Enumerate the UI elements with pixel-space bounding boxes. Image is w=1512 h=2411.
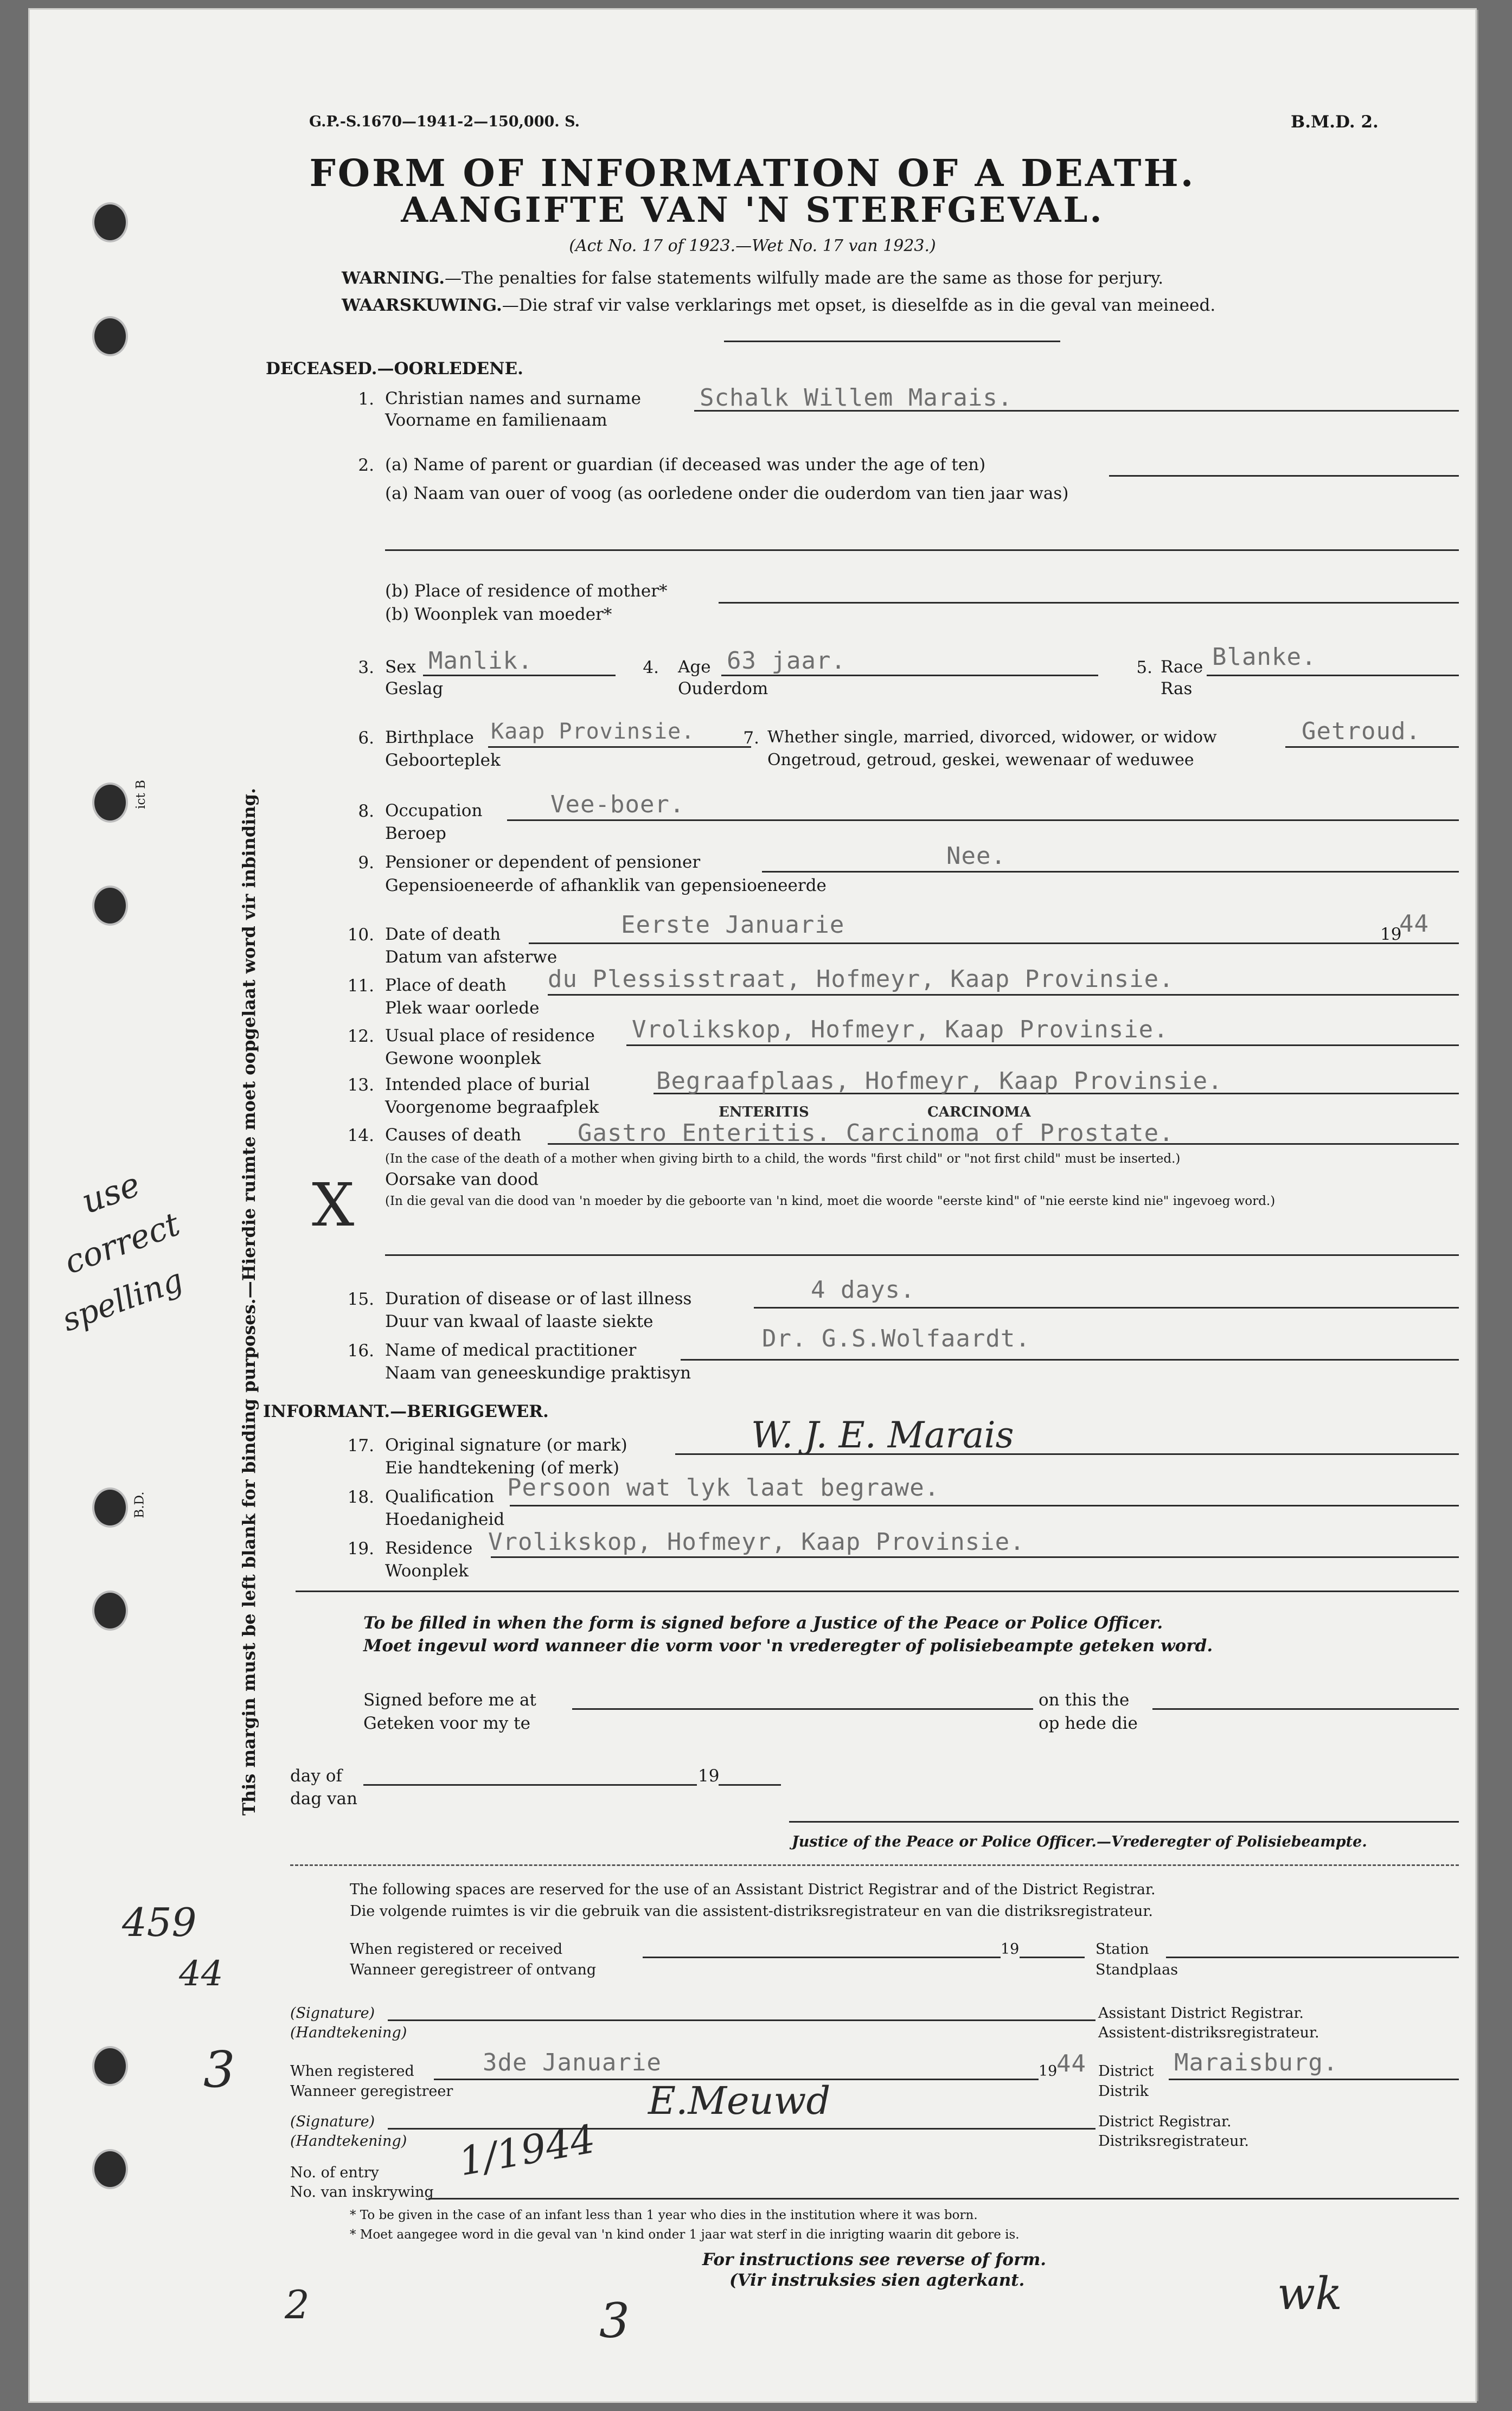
label-pensioner: Pensioner or dependent of pensioner bbox=[385, 852, 701, 872]
year-prefix: 19 bbox=[1380, 925, 1402, 944]
label-district-registrar: District Registrar. bbox=[1098, 2113, 1232, 2130]
death-form-page bbox=[30, 10, 1475, 2401]
label-place-of-burial: Intended place of burial bbox=[385, 1075, 590, 1094]
label-asst-registrar: Assistant District Registrar. bbox=[1098, 2005, 1304, 2022]
label-gepensioeneerde: Gepensioeneerde of afhanklik van gepensioeneerde bbox=[385, 876, 827, 895]
label-ouer-voog: (a) Naam van ouer of voog (as oorledene onder die ouderdom van tien jaar was) bbox=[385, 484, 1069, 503]
value-death-year: 44 bbox=[1399, 910, 1429, 938]
binding-hole bbox=[92, 316, 128, 356]
field-line bbox=[626, 1044, 1459, 1046]
field-number: 14. bbox=[347, 1126, 374, 1145]
field-number: 12. bbox=[347, 1027, 374, 1046]
registrar-signature: E.Meuwd bbox=[648, 2079, 831, 2123]
act-reference: (Act No. 17 of 1923.—Wet No. 17 van 1923.) bbox=[569, 236, 936, 255]
field-number: 6. bbox=[358, 728, 374, 748]
field-number: 7. bbox=[743, 728, 759, 748]
binding-hole bbox=[92, 2046, 128, 2086]
label-parent-guardian: (a) Name of parent or guardian (if deceased was under the age of ten) bbox=[385, 455, 986, 474]
deceased-heading: DECEASED.—OORLEDENE. bbox=[266, 359, 523, 379]
value-district: Maraisburg. bbox=[1174, 2049, 1338, 2076]
label-signature-dist: (Signature) bbox=[290, 2113, 375, 2130]
registrar-note-en: The following spaces are reserved for the use of an Assistant District Registrar and of the District Registrar. bbox=[350, 1881, 1156, 1898]
field-number: 11. bbox=[347, 976, 374, 996]
value-registration-date: 3de Januarie bbox=[483, 2049, 662, 2076]
warning-english: WARNING.—The penalties for false statements wilfully made are the same as those for perjury. bbox=[342, 268, 1164, 288]
label-when-registered-received: When registered or received bbox=[350, 1941, 563, 1958]
handwritten-correction: ENTERITIS bbox=[719, 1104, 809, 1120]
label-handtekening-asst: (Handtekening) bbox=[290, 2024, 407, 2041]
label-voorname: Voorname en familienaam bbox=[385, 411, 607, 430]
label-sex: Sex bbox=[385, 657, 417, 677]
index-tab-text: ict B bbox=[133, 780, 148, 809]
field-line bbox=[510, 1505, 1459, 1506]
reference-sub: 44 bbox=[179, 1954, 223, 1994]
field-number: 2. bbox=[358, 456, 374, 475]
field-line bbox=[681, 1359, 1459, 1361]
field-number: 9. bbox=[358, 853, 374, 873]
label-signature: Original signature (or mark) bbox=[385, 1435, 627, 1455]
field-line bbox=[1020, 1957, 1085, 1958]
instructions-en: For instructions see reverse of form. bbox=[702, 2250, 1047, 2269]
field-line bbox=[754, 1307, 1459, 1309]
label-medical-practitioner: Name of medical practitioner bbox=[385, 1341, 637, 1360]
value-marital-status: Getroud. bbox=[1302, 717, 1421, 745]
label-age: Age bbox=[678, 657, 711, 677]
field-line bbox=[385, 549, 1459, 551]
justice-officer-label: Justice of the Peace or Police Officer.—Vrederegter of Polisiebeampte. bbox=[792, 1833, 1367, 1850]
year-prefix: 19 bbox=[1039, 2063, 1058, 2080]
label-geneeskundige: Naam van geneeskundige praktisyn bbox=[385, 1363, 691, 1383]
label-qualification: Qualification bbox=[385, 1487, 495, 1506]
value-qualification: Persoon wat lyk laat begrawe. bbox=[507, 1474, 940, 1502]
field-line bbox=[572, 1708, 1033, 1710]
bottom-mark: 2 bbox=[285, 2282, 310, 2327]
section-divider bbox=[290, 1864, 1459, 1866]
instructions-af: (Vir instruksies sien agterkant. bbox=[729, 2271, 1025, 2290]
field-line bbox=[507, 819, 1459, 821]
bottom-mark: 3 bbox=[599, 2293, 630, 2349]
value-duration: 4 days. bbox=[811, 1276, 915, 1304]
label-begraafplek: Voorgenome begraafplek bbox=[385, 1098, 599, 1117]
field-line bbox=[719, 602, 1459, 604]
label-duur: Duur van kwaal of laaste siekte bbox=[385, 1312, 654, 1331]
informant-heading: INFORMANT.—BERIGGEWER. bbox=[263, 1402, 549, 1421]
value-race: Blanke. bbox=[1212, 643, 1317, 671]
label-hoedanigheid: Hoedanigheid bbox=[385, 1510, 505, 1529]
reference-number: 459 bbox=[122, 1900, 197, 1945]
label-occupation: Occupation bbox=[385, 801, 483, 820]
label-handtekening-dist: (Handtekening) bbox=[290, 2133, 407, 2150]
value-usual-residence: Vrolikskop, Hofmeyr, Kaap Provinsie. bbox=[632, 1016, 1169, 1043]
field-line bbox=[719, 1784, 781, 1786]
label-district: District bbox=[1098, 2063, 1154, 2080]
label-ras: Ras bbox=[1161, 679, 1193, 698]
label-date-of-death: Date of death bbox=[385, 925, 501, 944]
value-registration-year: 44 bbox=[1056, 2050, 1086, 2077]
label-asst-registrateur: Assistent-distriksregistrateur. bbox=[1098, 2024, 1319, 2041]
field-line bbox=[1166, 1957, 1459, 1958]
field-line bbox=[548, 994, 1459, 996]
label-distriksregistrateur: Distriksregistrateur. bbox=[1098, 2133, 1250, 2150]
field-line bbox=[491, 1556, 1459, 1558]
field-number: 15. bbox=[347, 1290, 374, 1309]
margin-annotation: use bbox=[76, 1164, 145, 1222]
label-marital-status: Whether single, married, divorced, widower, or widow bbox=[767, 728, 1217, 747]
label-day-of: day of bbox=[290, 1766, 342, 1786]
value-deceased-name: Schalk Willem Marais. bbox=[700, 384, 1013, 412]
field-line bbox=[423, 675, 616, 676]
field-number: 5. bbox=[1136, 658, 1152, 677]
label-signed-before: Signed before me at bbox=[363, 1690, 536, 1710]
label-handtekening: Eie handtekening (of merk) bbox=[385, 1458, 620, 1478]
margin-cross-mark: X bbox=[312, 1170, 355, 1240]
label-geteken-voor: Geteken voor my te bbox=[363, 1714, 530, 1733]
field-line bbox=[1169, 2079, 1459, 2080]
note-mother-af: (In die geval van die dood van 'n moeder by die geboorte van 'n kind, moet die woorde "eerste kind" of "nie eerste kind nie" ingevoeg word.) bbox=[385, 1194, 1276, 1208]
form-code: B.M.D. 2. bbox=[1291, 112, 1379, 132]
field-line bbox=[529, 942, 1459, 944]
footnote-en: * To be given in the case of an infant less than 1 year who dies in the institution where it was born. bbox=[350, 2208, 978, 2222]
binding-hole bbox=[92, 886, 128, 926]
value-causes-of-death: Gastro Enteritis. Carcinoma of Prostate. bbox=[578, 1119, 1174, 1147]
label-race: Race bbox=[1161, 657, 1203, 677]
label-no-of-entry: No. of entry bbox=[290, 2164, 379, 2181]
label-geboorteplek: Geboorteplek bbox=[385, 751, 501, 770]
field-number: 18. bbox=[347, 1487, 374, 1507]
label-birthplace: Birthplace bbox=[385, 728, 474, 747]
index-tab-text: B.D. bbox=[132, 1491, 147, 1518]
field-line bbox=[721, 675, 1098, 676]
label-datum-afsterwe: Datum van afsterwe bbox=[385, 947, 558, 967]
label-when-registered: When registered bbox=[290, 2063, 414, 2080]
label-residence: Residence bbox=[385, 1538, 473, 1558]
label-geslag: Geslag bbox=[385, 679, 444, 698]
label-mother-residence: (b) Place of residence of mother* bbox=[385, 581, 668, 601]
label-usual-residence: Usual place of residence bbox=[385, 1026, 595, 1046]
label-gewone-woonplek: Gewone woonplek bbox=[385, 1049, 541, 1068]
field-line bbox=[488, 746, 751, 748]
label-distrik: Distrik bbox=[1098, 2083, 1149, 2100]
handwritten-correction: CARCINOMA bbox=[927, 1104, 1031, 1120]
label-signature-asst: (Signature) bbox=[290, 2005, 375, 2022]
note-mother-en: (In the case of the death of a mother when giving birth to a child, the words "first child" or "not first child" must be inserted.) bbox=[385, 1152, 1181, 1166]
value-entry-number: 1/1944 bbox=[455, 2115, 599, 2185]
label-op-hede-die: op hede die bbox=[1039, 1714, 1138, 1733]
label-duration: Duration of disease or of last illness bbox=[385, 1289, 692, 1309]
value-place-of-death: du Plessisstraat, Hofmeyr, Kaap Provinsie. bbox=[548, 965, 1174, 993]
year-prefix: 19 bbox=[1001, 1941, 1020, 1958]
bottom-initials: wk bbox=[1277, 2268, 1342, 2320]
header-rule bbox=[724, 341, 1060, 342]
field-number: 13. bbox=[347, 1075, 374, 1095]
label-beroep: Beroep bbox=[385, 824, 446, 843]
label-woonplek-moeder: (b) Woonplek van moeder* bbox=[385, 605, 612, 624]
label-causes-of-death: Causes of death bbox=[385, 1125, 522, 1145]
label-woonplek: Woonplek bbox=[385, 1561, 469, 1581]
field-line bbox=[363, 1784, 697, 1786]
label-place-of-death: Place of death bbox=[385, 976, 507, 995]
field-number: 17. bbox=[347, 1436, 374, 1455]
value-pensioner: Nee. bbox=[946, 842, 1006, 870]
warning-afrikaans: WAARSKUWING.—Die straf vir valse verklarings met opset, is dieselfde as in die geval van meineed. bbox=[342, 296, 1216, 315]
field-number: 4. bbox=[643, 658, 659, 677]
section-rule bbox=[296, 1591, 1459, 1592]
binding-hole bbox=[92, 1487, 128, 1528]
field-line bbox=[385, 1254, 1459, 1256]
binding-hole bbox=[92, 783, 128, 823]
title-english: FORM OF INFORMATION OF A DEATH. bbox=[309, 152, 1196, 195]
value-date-of-death: Eerste Januarie bbox=[621, 911, 845, 939]
label-dag-van: dag van bbox=[290, 1789, 357, 1809]
label-ouderdom: Ouderdom bbox=[678, 679, 768, 698]
margin-annotation: correct bbox=[59, 1205, 185, 1282]
printer-reference: G.P.-S.1670—1941-2—150,000. S. bbox=[309, 113, 580, 130]
label-christian-names: Christian names and surname bbox=[385, 389, 641, 408]
field-line bbox=[1285, 746, 1459, 748]
label-wanneer-ontvang: Wanneer geregistreer of ontvang bbox=[350, 1961, 597, 1978]
officer-signature-line bbox=[789, 1821, 1459, 1823]
value-medical-practitioner: Dr. G.S.Wolfaardt. bbox=[762, 1325, 1030, 1352]
field-number: 1. bbox=[358, 389, 374, 409]
label-wanneer-geregistreer: Wanneer geregistreer bbox=[290, 2083, 453, 2100]
field-number: 16. bbox=[347, 1341, 374, 1361]
field-number: 3. bbox=[358, 658, 374, 677]
reference-mark: 3 bbox=[203, 2041, 235, 2099]
field-line bbox=[1152, 1708, 1459, 1710]
value-sex: Manlik. bbox=[428, 647, 533, 675]
label-station: Station bbox=[1095, 1941, 1149, 1958]
field-number: 8. bbox=[358, 801, 374, 821]
label-standplaas: Standplaas bbox=[1095, 1961, 1178, 1978]
field-line bbox=[1109, 475, 1459, 477]
binding-margin-note: This margin must be left blank for binding purposes.—Hierdie ruimte moet oopgelaat word vir inbinding. bbox=[239, 787, 259, 1816]
footnote-af: * Moet aangegee word in die geval van 'n kind onder 1 jaar wat sterf in die inrigting waarin dit gebore is. bbox=[350, 2228, 1020, 2242]
registrar-note-af: Die volgende ruimtes is vir die gebruik van die assistent-distriksregistrateur en van die distriksregistrateur. bbox=[350, 1903, 1153, 1920]
binding-hole bbox=[92, 1591, 128, 1631]
informant-signature: W. J. E. Marais bbox=[751, 1414, 1014, 1456]
value-place-of-burial: Begraafplaas, Hofmeyr, Kaap Provinsie. bbox=[656, 1067, 1223, 1095]
margin-annotation: spelling bbox=[57, 1261, 188, 1339]
label-oorsake-dood: Oorsake van dood bbox=[385, 1170, 539, 1189]
justice-note-en: To be filled in when the form is signed before a Justice of the Peace or Police Officer. bbox=[363, 1613, 1163, 1633]
year-prefix: 19 bbox=[698, 1766, 720, 1786]
field-line bbox=[643, 1957, 1001, 1958]
field-line bbox=[428, 2198, 1459, 2200]
label-huwelikstaat: Ongetroud, getroud, geskei, wewenaar of weduwee bbox=[767, 751, 1194, 770]
justice-note-af: Moet ingevul word wanneer die vorm voor 'n vrederegter of polisiebeampte geteken word. bbox=[363, 1636, 1213, 1656]
label-on-this-the: on this the bbox=[1039, 1690, 1130, 1710]
field-line bbox=[762, 871, 1459, 873]
field-line bbox=[1207, 675, 1459, 676]
value-residence: Vrolikskop, Hofmeyr, Kaap Provinsie. bbox=[488, 1528, 1025, 1556]
value-age: 63 jaar. bbox=[727, 647, 846, 675]
value-birthplace: Kaap Provinsie. bbox=[491, 719, 695, 744]
binding-hole bbox=[92, 2149, 128, 2189]
value-occupation: Vee-boer. bbox=[550, 791, 685, 818]
field-line bbox=[388, 2128, 1095, 2130]
title-afrikaans: AANGIFTE VAN 'N STERFGEVAL. bbox=[401, 190, 1104, 230]
field-number: 19. bbox=[347, 1539, 374, 1559]
field-number: 10. bbox=[347, 925, 374, 945]
label-no-inskrywing: No. van inskrywing bbox=[290, 2184, 434, 2201]
label-plek-oorlede: Plek waar oorlede bbox=[385, 998, 540, 1018]
field-line bbox=[388, 2019, 1095, 2021]
